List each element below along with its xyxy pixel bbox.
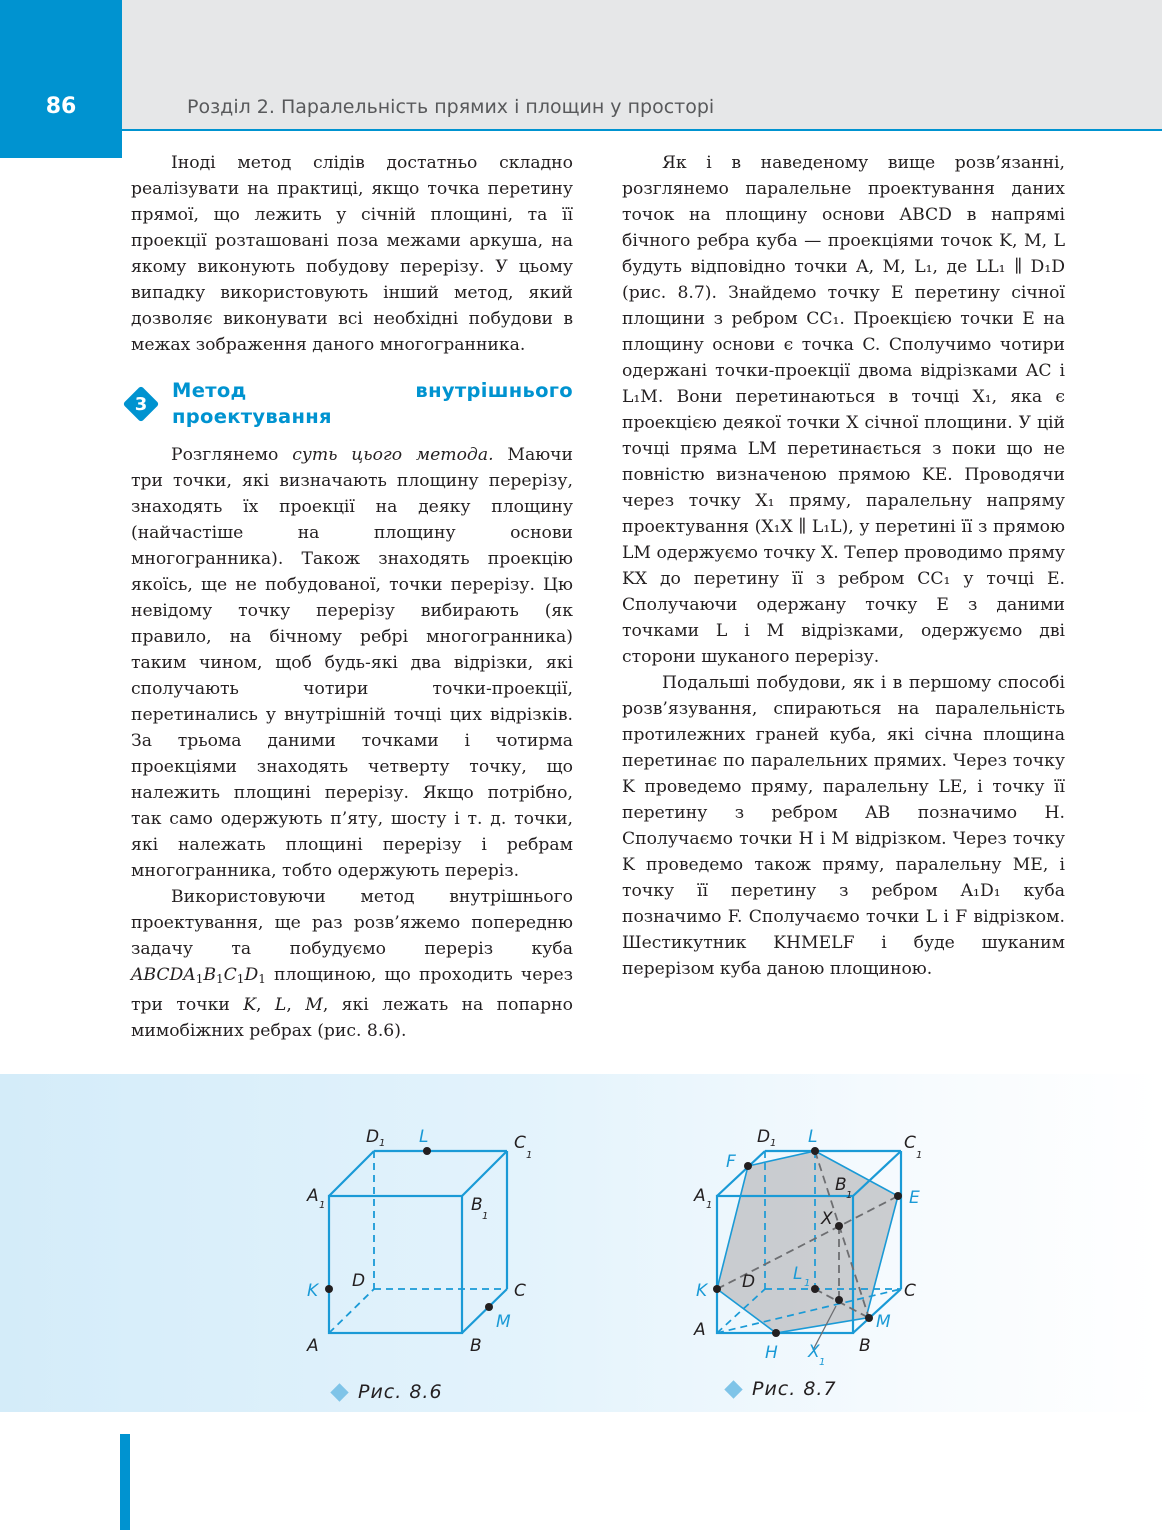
svg-text:1: 1 [706, 1200, 713, 1211]
figure-8-7 [690, 1120, 930, 1370]
label-D1: D [366, 1127, 380, 1147]
label-M: M [496, 1312, 511, 1332]
figure-8-7-caption: Рис. 8.7 [727, 1378, 837, 1400]
paragraph: Розглянемо суть цього метода. Маючи три точки, які визначають площину перерізу, знаходять їх проекції на деяку площину (найчастіше на площину основи многогранника). Також знаходять проекцію якоїсь, ще не побудованої, точки перерізу. Цю невідому точку перерізу вибирають (як правило, на бічному ребрі многогранника) таким чином, щоб будь-які два відрізки, які сполучають чотири точки-проекції, перетинались у внутрішній точці цих відрізків. За трьома даними точками і чотирма проекціями знаходять четверту точку, що належить площині перерізу. Якщо потрібно, так само одержують п’яту, шосту і т. д. точки, які належать площині перерізу і ребрам многогранника, тобто одержують переріз. [131, 445, 573, 881]
svg-text:1: 1 [916, 1150, 923, 1161]
figure-8-6-caption: Рис. 8.6 [333, 1381, 443, 1403]
svg-text:1: 1 [846, 1190, 853, 1201]
label-H: H [765, 1343, 778, 1363]
right-column [622, 150, 1065, 982]
label-C: C [904, 1281, 916, 1301]
label-B1: B [835, 1175, 847, 1195]
caption-diamond-icon [724, 1380, 742, 1398]
label-M: M [876, 1312, 891, 1332]
svg-text:1: 1 [804, 1278, 811, 1289]
label-X: X [821, 1209, 833, 1229]
label-B1: B [471, 1195, 483, 1215]
label-C1: C [904, 1133, 916, 1153]
label-D: D [352, 1271, 366, 1291]
paragraph: Іноді метод слідів достатньо складно реалізувати на практиці, якщо точка перетину прямої, що лежить у січній площині, та її проекції розташовані поза межами аркуша, на якому виконують побудову перерізу. У цьому випадку використовують інший метод, який дозволяє виконувати всі необхідні побудови в межах зображення даного многогранника. [131, 153, 573, 355]
svg-text:1: 1 [379, 1138, 386, 1149]
svg-text:1: 1 [526, 1150, 533, 1161]
label-K: K [696, 1281, 708, 1301]
figure-8-6 [290, 1120, 550, 1365]
label-X1: X [808, 1342, 820, 1362]
label-L: L [419, 1127, 429, 1147]
label-C1: C [514, 1133, 526, 1153]
caption-diamond-icon [330, 1383, 348, 1401]
label-A1: A [307, 1186, 319, 1206]
label-B: B [859, 1336, 871, 1356]
svg-text:1: 1 [770, 1138, 777, 1149]
chapter-title: Розділ 2. Паралельність прямих і площин у просторі [187, 96, 715, 118]
label-A: A [307, 1336, 319, 1356]
svg-text:1: 1 [819, 1357, 826, 1368]
label-E: E [909, 1188, 920, 1208]
label-L1: L [793, 1264, 803, 1284]
figure-band [0, 1074, 1162, 1412]
label-K: K [307, 1281, 319, 1301]
paragraph: Як і в наведеному вище розв’язанні, розглянемо паралельне проектування даних точок на площину основи ABCD в напрямі бічного ребра куба — проекціями точок K, M, L будуть відповідно точки A, M, L₁, де LL₁ ∥ D₁D (рис. 8.7). Знайдемо точку E перетину січної площини з ребром CC₁. Проекцією точки E на площину основи є точка C. Сполучимо чотири одержані точки-проекції двома відрізками AC і L₁M. Вони перетинаються в точці X₁, яка є проекцією деякої точки X січної площини. У цій точці пряма LM перетинається з поки що не повністю визначеною прямою KE. Проводячи через точку X₁ пряму, паралельну напряму проектування (X₁X ∥ L₁L), у перетині її з прямою LM одержуємо точку X. Тепер проводимо пряму KX до перетину її з ребром CC₁ у точці E. Сполучаючи одержану точку E з даними точками L і M відрізками, одержуємо дві сторони шуканого перерізу. [622, 153, 1065, 667]
section-heading [122, 378, 573, 430]
section-number: 3 [134, 394, 148, 415]
label-F: F [726, 1152, 736, 1172]
label-A: A [694, 1320, 706, 1340]
section-number-badge [122, 385, 160, 423]
label-C: C [514, 1281, 526, 1301]
header-divider [122, 129, 1162, 131]
svg-text:1: 1 [482, 1211, 489, 1222]
label-L: L [808, 1127, 818, 1147]
label-A1: A [694, 1186, 706, 1206]
label-D: D [742, 1272, 756, 1292]
label-B: B [470, 1336, 482, 1356]
left-column [131, 150, 573, 1044]
page-number-tab [0, 0, 122, 158]
label-D1: D [757, 1127, 771, 1147]
page-number: 86 [45, 94, 77, 119]
paragraph: Подальші побудови, як і в першому способі розв’язування, спираються на паралельність протилежних граней куба, які січна площина перетинає по паралельних прямих. Через точку K проведемо пряму, паралельну LE, і точку її перетину з ребром AB позначимо H. Сполучаємо точки H і M відрізком. Через точку K проведемо також пряму, паралельну ME, і точку її перетину з ребром A₁D₁ куба позначимо F. Сполучаємо точки L і F відрізком. Шестикутник KHMELF і буде шуканим перерізом куба даною площиною. [622, 673, 1065, 979]
section-title: Метод внутрішнього проектування [172, 379, 573, 428]
paragraph: Використовуючи метод внутрішнього проектування, ще раз розв’яжемо попередню задачу та побудуємо переріз куба $ABCDA_1B_1C_1D_1$ площиною, що проходить через три точки K, L, M, які лежать на попарно мимобіжних ребрах (рис. 8.6). [131, 887, 573, 1041]
svg-text:1: 1 [319, 1200, 326, 1211]
page-edge-bar [120, 1434, 130, 1530]
